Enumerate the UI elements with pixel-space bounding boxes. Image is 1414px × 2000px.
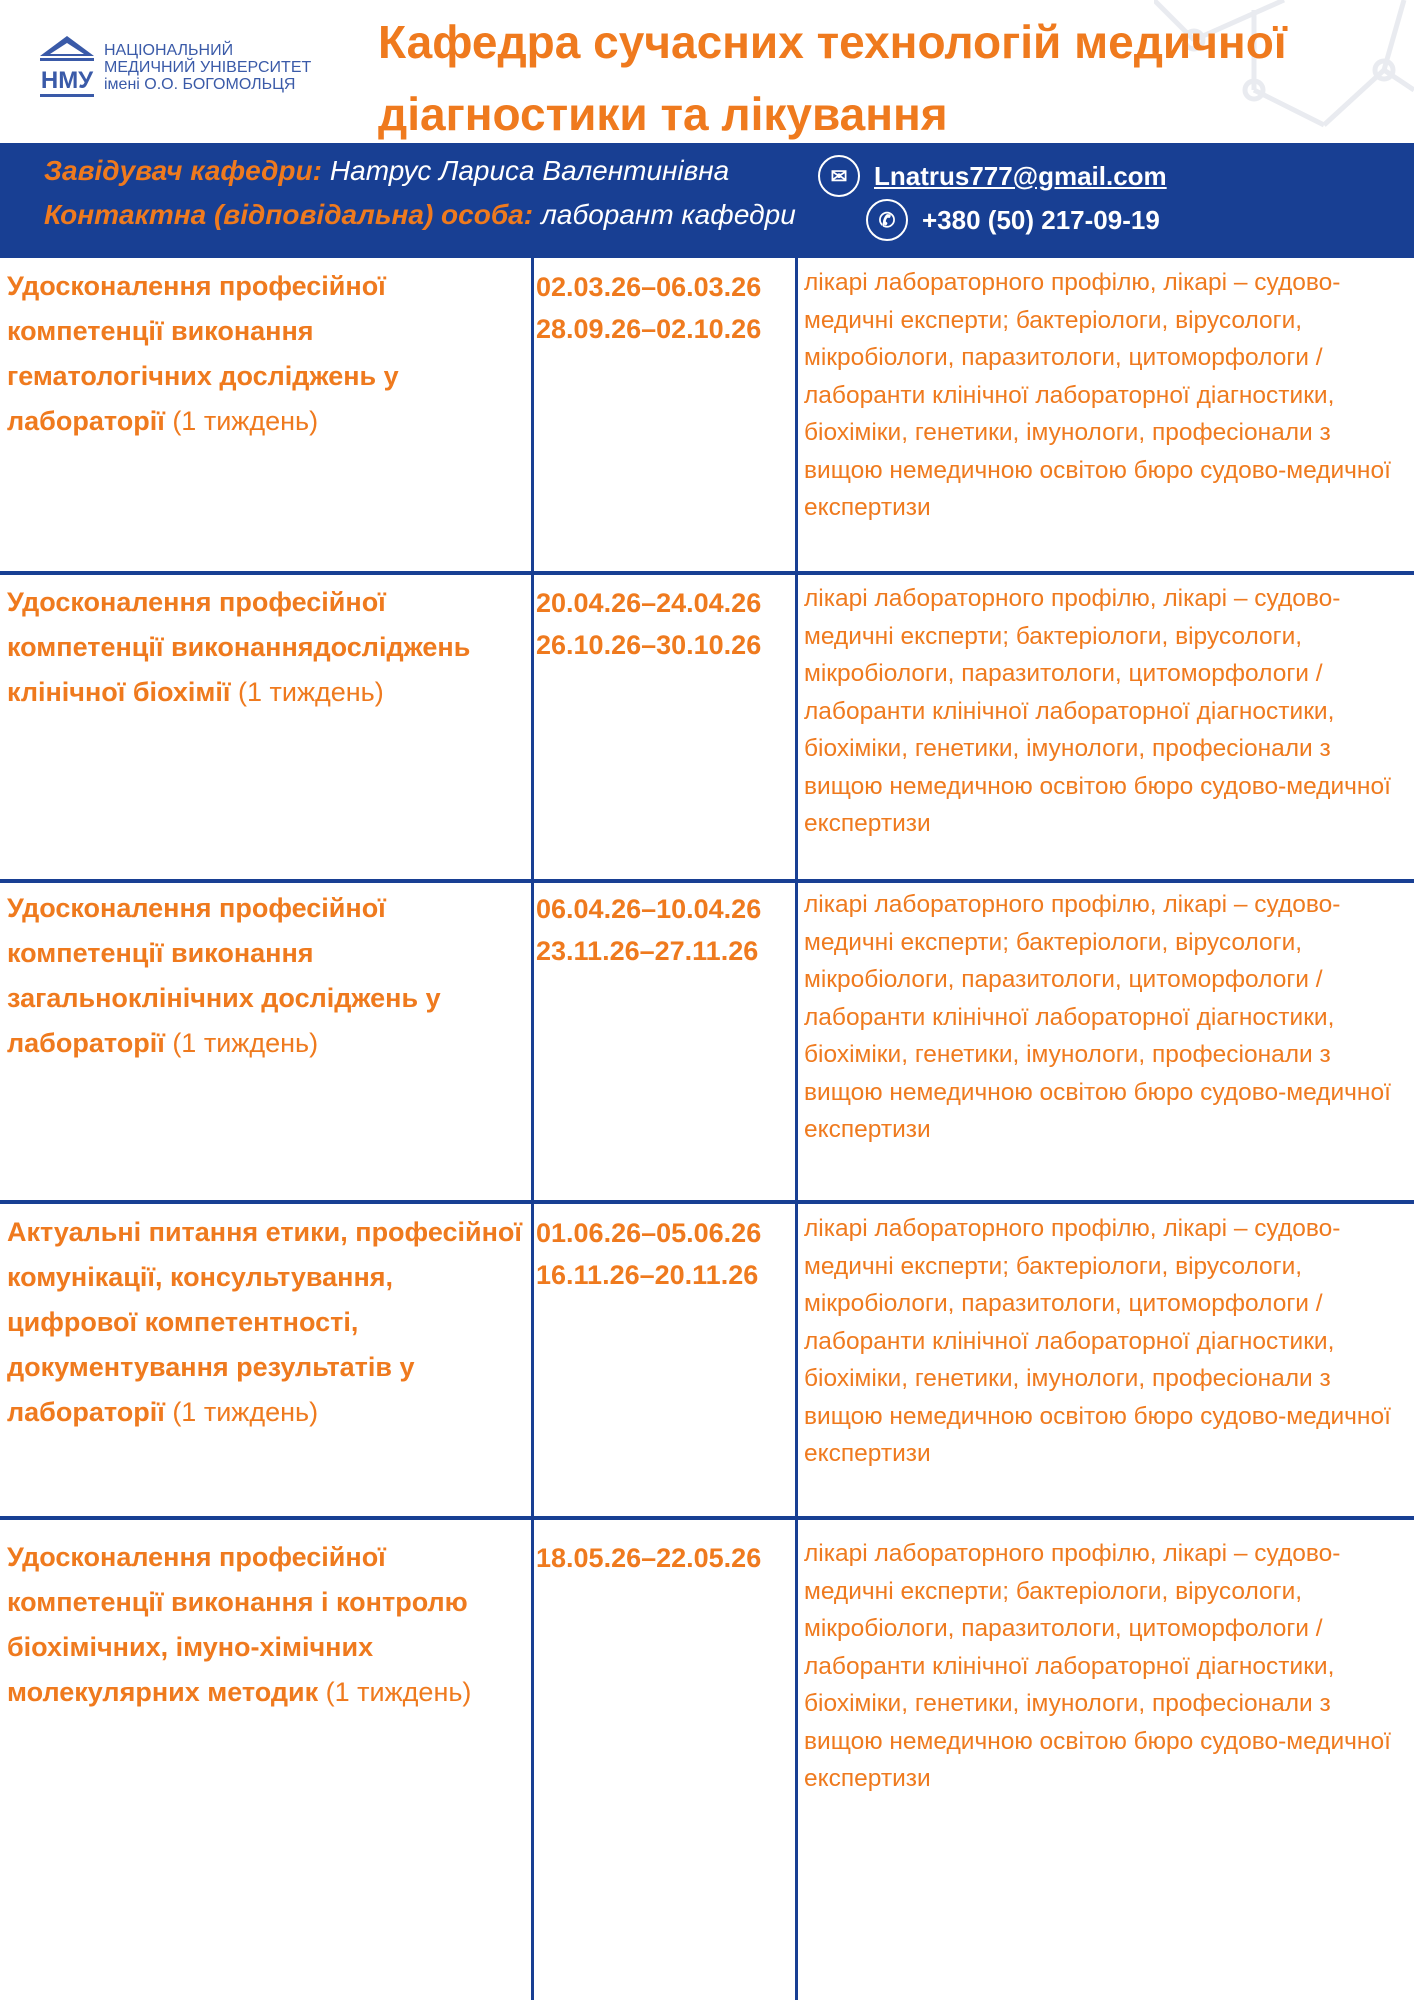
course-dates-cell: [536, 888, 794, 972]
course-date-range: 01.06.26–05.06.26: [536, 1218, 762, 1248]
logo-line-3: імені О.О. БОГОМОЛЬЦЯ: [104, 75, 296, 93]
course-title: Удосконалення професійної компетенції виконання гематологічних досліджень у лабораторії: [7, 271, 399, 436]
contact-bar: [0, 143, 1414, 258]
course-duration: (1 тиждень): [237, 677, 384, 707]
phone-block: [866, 199, 1160, 241]
course-dates-cell: [536, 266, 794, 350]
course-audience: лікарі лабораторного профілю, лікарі – судово-медичні експерти; бактеріологи, вірусологи, мікробіологи, паразитологи, цитоморфологи / лаборанти клінічної лабораторної діагностики, біохіміки, генетики, імунологи, професіонали з вищою немедичною освітою бюро судово-медичної експертизи: [804, 891, 1391, 1143]
head-name: Натрус Лариса Валентинівна: [329, 155, 730, 186]
course-title-cell: [7, 1210, 522, 1435]
row-divider: [0, 571, 1414, 575]
course-duration: (1 тиждень): [172, 1397, 319, 1427]
course-date-range: 06.04.26–10.04.26: [536, 894, 762, 924]
course-title-cell: [7, 886, 522, 1066]
course-date-range: 16.11.26–20.11.26: [536, 1260, 759, 1290]
logo-line-2: МЕДИЧНИЙ УНІВЕРСИТЕТ: [104, 58, 312, 76]
row-divider: [0, 1200, 1414, 1204]
course-title-cell: [7, 580, 522, 715]
course-title-cell: [7, 264, 522, 444]
logo-line-1: НАЦІОНАЛЬНИЙ: [104, 41, 234, 59]
course-date-range: 20.04.26–24.04.26: [536, 588, 762, 618]
title-line-1: Кафедра сучасних технологій медичної: [378, 16, 1287, 68]
svg-text:НМУ: НМУ: [40, 67, 94, 94]
contact-label: Контактна (відповідальна) особа:: [44, 199, 534, 230]
row-divider: [0, 1516, 1414, 1520]
email-block: [818, 155, 1167, 197]
course-audience: лікарі лабораторного профілю, лікарі – судово-медичні експерти; бактеріологи, вірусологи, мікробіологи, паразитологи, цитоморфологи / лаборанти клінічної лабораторної діагностики, біохіміки, генетики, імунологи, професіонали з вищою немедичною освітою бюро судово-медичної експертизи: [804, 1540, 1391, 1792]
course-title: Актуальні питання етики, професійної комунікації, консультування, цифрової компетентності, документування результатів у лабораторії: [7, 1217, 522, 1427]
contact-name: лаборант кафедри: [541, 199, 796, 230]
course-title: Удосконалення професійної компетенції виконаннядосліджень клінічної біохімії: [7, 587, 471, 707]
university-logo: [38, 34, 311, 100]
course-dates-cell: [536, 1212, 794, 1296]
course-date-range: 18.05.26–22.05.26: [536, 1543, 762, 1573]
course-title: Удосконалення професійної компетенції виконання і контролю біохімічних, імуно-хімічних молекулярних методик: [7, 1542, 468, 1707]
course-duration: (1 тиждень): [172, 1028, 319, 1058]
contact-line: [44, 199, 796, 231]
course-title: Удосконалення професійної компетенції виконання загальноклінічних досліджень у лабораторії: [7, 893, 441, 1058]
course-date-range: 26.10.26–30.10.26: [536, 630, 762, 660]
column-divider: [531, 258, 534, 2000]
course-dates-cell: [536, 1537, 794, 1579]
course-audience: лікарі лабораторного профілю, лікарі – судово-медичні експерти; бактеріологи, вірусологи, мікробіологи, паразитологи, цитоморфологи / лаборанти клінічної лабораторної діагностики, біохіміки, генетики, імунологи, професіонали з вищою немедичною освітою бюро судово-медичної експертизи: [804, 585, 1391, 837]
row-divider: [0, 879, 1414, 883]
phone-icon: ✆: [866, 199, 908, 241]
course-duration: (1 тиждень): [325, 1677, 472, 1707]
course-duration: (1 тиждень): [172, 406, 319, 436]
logo-mark-icon: [38, 34, 96, 100]
course-title-cell: [7, 1535, 522, 1715]
head-line: [44, 155, 729, 187]
course-audience: лікарі лабораторного профілю, лікарі – судово-медичні експерти; бактеріологи, вірусологи, мікробіологи, паразитологи, цитоморфологи / лаборанти клінічної лабораторної діагностики, біохіміки, генетики, імунологи, професіонали з вищою немедичною освітою бюро судово-медичної експертизи: [804, 1215, 1391, 1467]
title-line-2: діагностики та лікування: [378, 88, 948, 140]
phone-number: +380 (50) 217-09-19: [922, 204, 1160, 235]
course-date-range: 02.03.26–06.03.26: [536, 272, 762, 302]
column-divider: [795, 258, 798, 2000]
course-dates-cell: [536, 582, 794, 666]
course-audience: лікарі лабораторного профілю, лікарі – судово-медичні експерти; бактеріологи, вірусологи, мікробіологи, паразитологи, цитоморфологи / лаборанти клінічної лабораторної діагностики, біохіміки, генетики, імунологи, професіонали з вищою немедичною освітою бюро судово-медичної експертизи: [804, 269, 1391, 521]
email-link[interactable]: Lnatrus777@gmail.com: [874, 160, 1167, 191]
course-date-range: 23.11.26–27.11.26: [536, 936, 759, 966]
page-title: [378, 6, 1287, 150]
envelope-icon: ✉: [818, 155, 860, 197]
head-label: Завідувач кафедри:: [44, 155, 322, 186]
course-date-range: 28.09.26–02.10.26: [536, 314, 762, 344]
